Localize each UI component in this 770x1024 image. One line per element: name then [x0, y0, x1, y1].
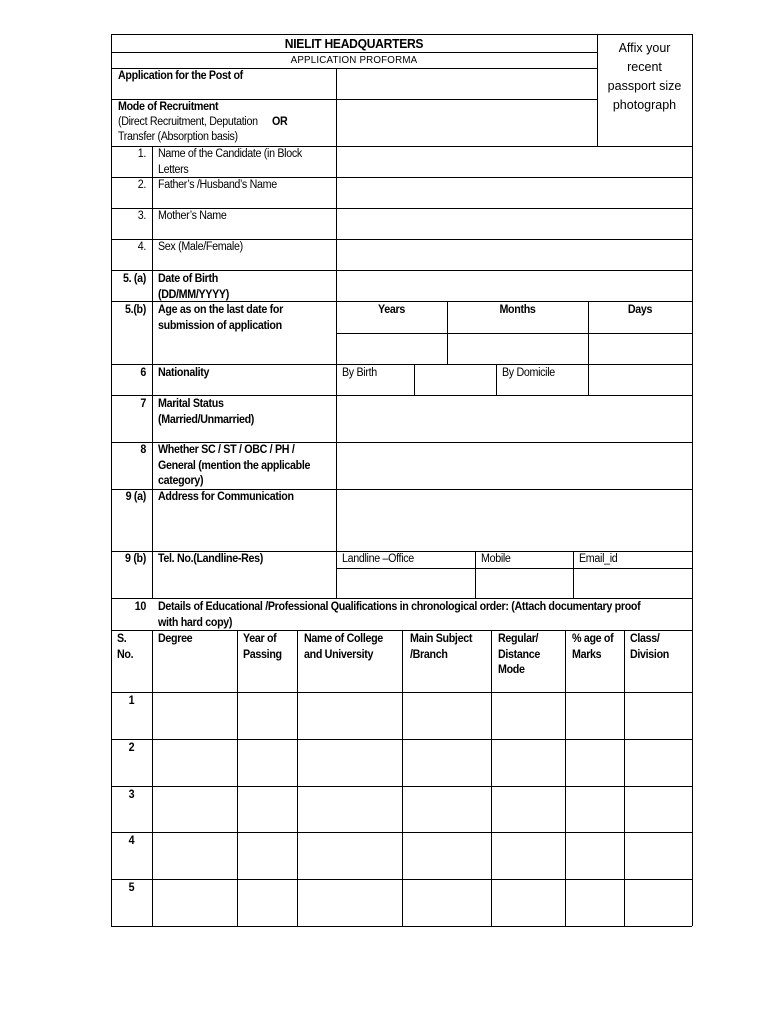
row-line-11 [111, 598, 692, 599]
qual-column-line [624, 630, 625, 926]
mode-label-line2: (Direct Recruitment, Deputation [118, 116, 258, 128]
father-name-label: Father’s /Husband’s Name [158, 179, 277, 191]
date-of-birth-field[interactable] [336, 271, 692, 301]
form-right-border [692, 34, 693, 926]
marital-status-label: Marital Status [158, 398, 224, 410]
qual-column-line [237, 630, 238, 926]
form-bottom-border [111, 926, 692, 927]
qual-header-3: Name of College [304, 633, 383, 645]
form-subtitle: APPLICATION PROFORMA [290, 54, 418, 66]
qual-header-7: Division [630, 648, 670, 661]
photo-box-label: recent [627, 60, 662, 74]
qual-header-2: Passing [243, 648, 282, 661]
rule-line [496, 364, 497, 395]
age-number: 5.(b) [125, 304, 146, 316]
address-label: Address for Communication [158, 491, 294, 503]
by-domicile-label: By Domicile [502, 367, 555, 379]
marital-status-number: 7 [140, 398, 146, 410]
qual-header-6: Marks [572, 648, 602, 661]
qual-header-4: Main Subject [410, 633, 473, 645]
mother-name-field[interactable] [336, 209, 692, 239]
address-field[interactable] [152, 505, 692, 551]
date-of-birth-label: (DD/MM/YYYY) [158, 288, 229, 301]
qual-header-5: Mode [498, 664, 525, 676]
qual-column-line [297, 630, 298, 926]
email-label: Email_id [579, 553, 618, 565]
qualifications-label: Details of Educational /Professional Qualifications in chronological order: (Attach documentary proof [158, 601, 641, 613]
category-label: category) [158, 475, 204, 487]
mode-label-line3: Transfer (Absorption basis) [118, 131, 238, 143]
photo-box-label: photograph [612, 98, 677, 112]
qual-header-7: Class/ [630, 633, 660, 645]
form-top-border [111, 34, 692, 35]
qual-header-1: Degree [158, 633, 193, 645]
category-number: 8 [140, 444, 146, 456]
marital-status-label: (Married/Unmarried) [158, 413, 255, 426]
father-name-number: 2. [137, 179, 146, 191]
sex-field[interactable] [336, 240, 692, 270]
category-label: General (mention the applicable [158, 459, 311, 472]
photo-box-label: Affix your [618, 41, 671, 55]
sex-number: 4. [137, 241, 146, 253]
date-of-birth-number: 5. (a) [122, 273, 146, 285]
candidate-name-label: Letters [158, 163, 189, 176]
candidate-name-label: Name of the Candidate (in Block [158, 148, 302, 160]
years-header: Years [378, 304, 405, 316]
days-field[interactable] [588, 334, 692, 364]
by-birth-field[interactable] [414, 365, 496, 395]
age-label: Age as on the last date for [158, 304, 283, 316]
mode-field[interactable] [336, 100, 597, 146]
mobile-field[interactable] [475, 569, 573, 598]
father-name-field[interactable] [336, 178, 692, 208]
qual-header-5: Regular/ [498, 633, 539, 645]
mother-name-label: Mother’s Name [158, 210, 227, 222]
nationality-number: 6 [140, 367, 146, 379]
qual-row-number: 3 [128, 789, 135, 801]
age-label: submission of application [158, 319, 282, 332]
qual-header-3: and University [304, 648, 374, 661]
telephone-label: Tel. No.(Landline-Res) [158, 553, 263, 565]
qual-header-2: Year of [243, 633, 277, 645]
telephone-number: 9 (b) [125, 553, 146, 565]
email-field[interactable] [573, 569, 692, 598]
post-label: Application for the Post of [118, 70, 243, 82]
sex-label: Sex (Male/Female) [158, 241, 243, 253]
mode-label: Mode of Recruitment [118, 101, 219, 113]
months-header: Months [499, 304, 536, 316]
photo-box-label: passport size [607, 79, 682, 93]
post-field[interactable] [336, 69, 597, 99]
date-of-birth-label: Date of Birth [158, 273, 218, 285]
address-number: 9 (a) [125, 491, 146, 503]
candidate-name-field[interactable] [336, 147, 692, 177]
by-domicile-field[interactable] [588, 365, 692, 395]
qual-header-0: No. [117, 648, 134, 661]
landline-office-field[interactable] [336, 569, 475, 598]
qualifications-number: 10 [134, 601, 146, 613]
category-field[interactable] [336, 443, 692, 489]
landline-office-label: Landline –Office [342, 553, 414, 565]
rule-line [152, 630, 153, 926]
months-field[interactable] [447, 334, 588, 364]
qual-header-5: Distance [498, 648, 540, 661]
qual-header-4: /Branch [410, 648, 448, 661]
form-title: NIELIT HEADQUARTERS [284, 36, 424, 51]
qual-row-number: 2 [128, 742, 135, 754]
qual-header-0: S. [117, 633, 127, 645]
qual-column-line [565, 630, 566, 926]
nationality-label: Nationality [158, 367, 210, 379]
qualifications-label: with hard copy) [158, 616, 233, 629]
qual-column-line [491, 630, 492, 926]
candidate-name-number: 1. [137, 148, 146, 160]
by-birth-label: By Birth [342, 367, 377, 379]
mode-or-label: OR [272, 116, 288, 128]
years-field[interactable] [336, 334, 447, 364]
category-label: Whether SC / ST / OBC / PH / [158, 444, 295, 456]
qual-row-number: 1 [128, 695, 135, 707]
mother-name-number: 3. [137, 210, 146, 222]
qual-column-line [402, 630, 403, 926]
qual-row-number: 5 [128, 882, 135, 894]
days-header: Days [627, 304, 653, 316]
mobile-label: Mobile [481, 553, 511, 565]
landline-res-field[interactable] [152, 569, 336, 598]
qual-header-6: % age of [572, 633, 614, 645]
qual-row-number: 4 [128, 835, 135, 847]
marital-status-field[interactable] [336, 396, 692, 442]
